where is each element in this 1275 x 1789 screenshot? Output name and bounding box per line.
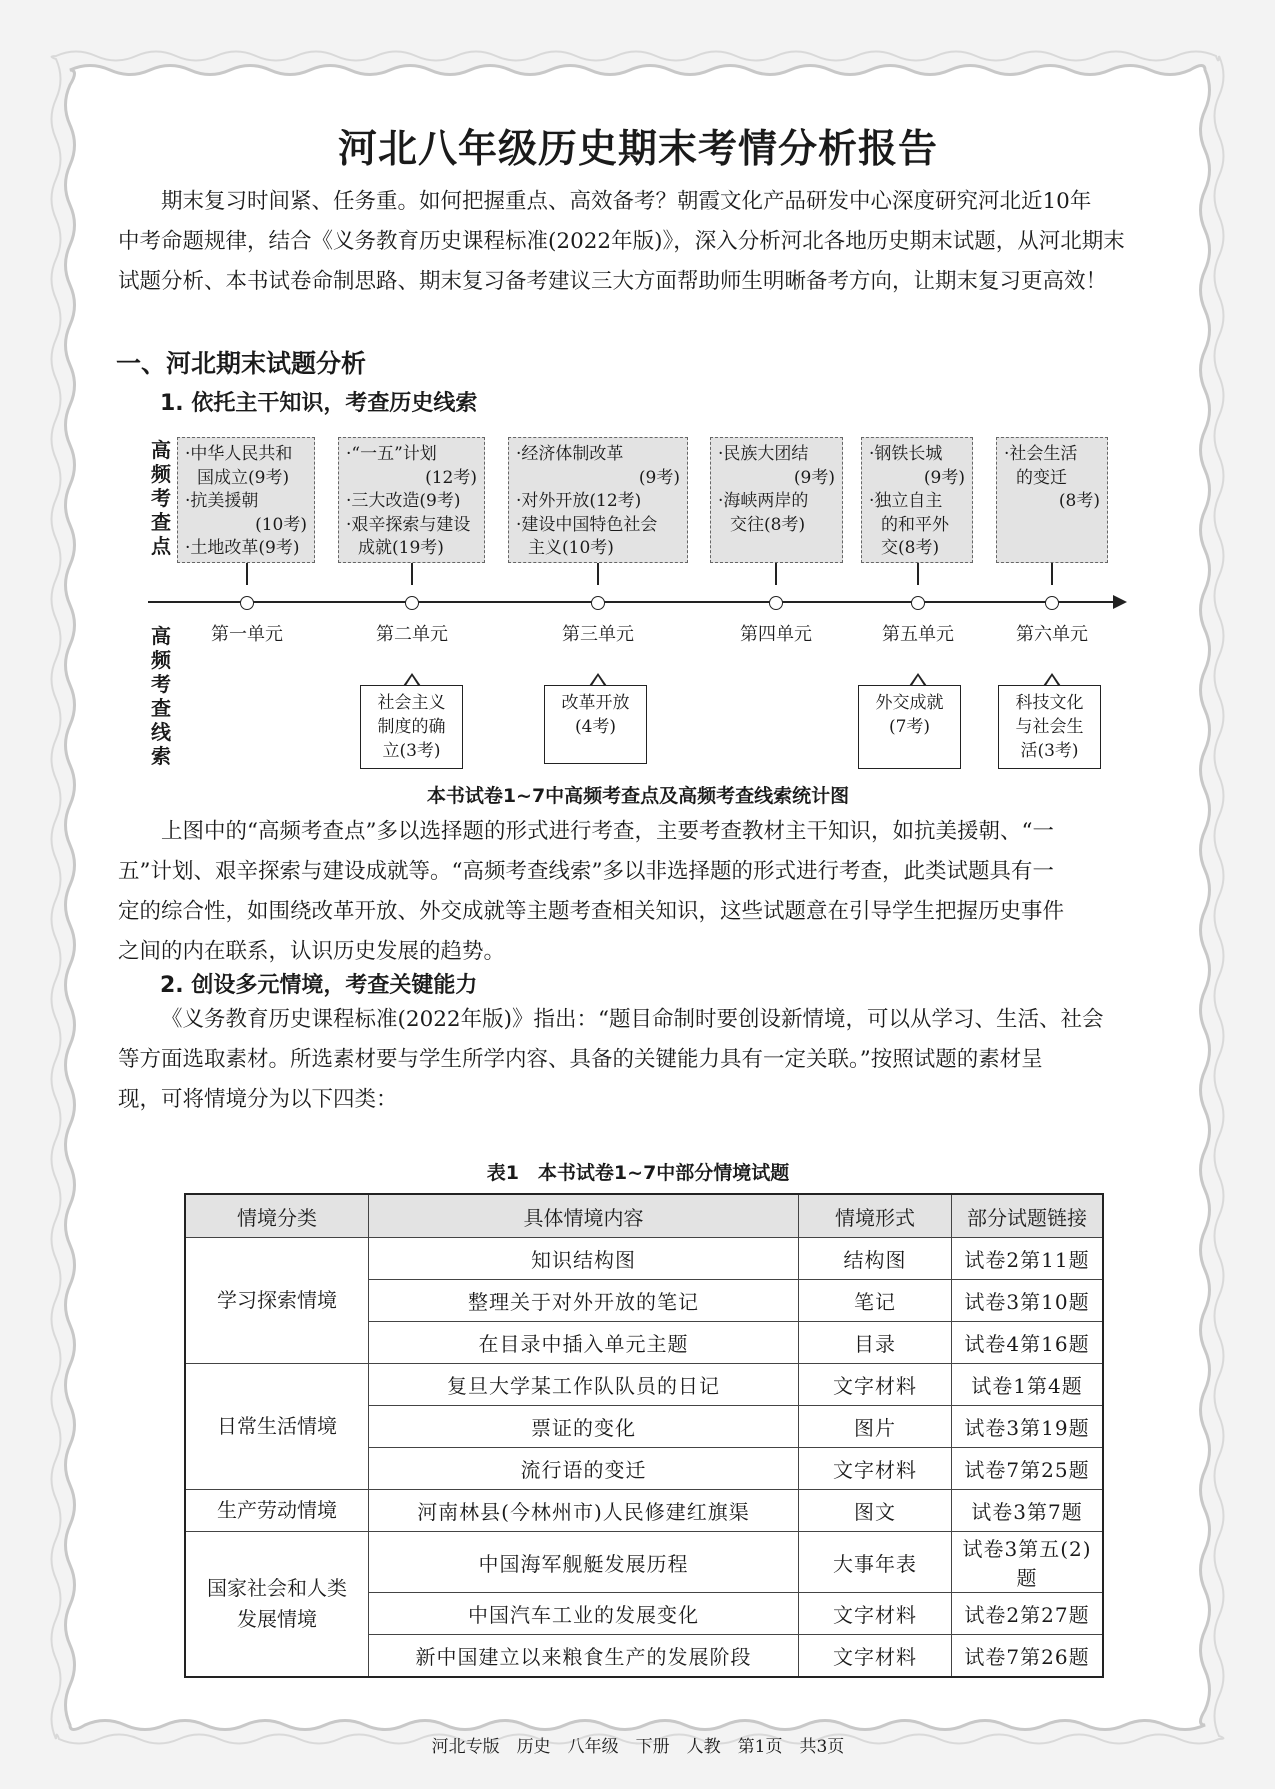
form-cell: 文字材料	[799, 1364, 952, 1406]
form-cell: 文字材料	[799, 1593, 952, 1635]
link-cell: 试卷4第16题	[952, 1322, 1104, 1364]
link-cell: 试卷1第4题	[952, 1364, 1104, 1406]
category-cell: 日常生活情境	[185, 1364, 369, 1490]
timeline-node	[1045, 596, 1059, 610]
unit-label: 第二单元	[376, 624, 448, 645]
diagram-label-top: 高 频 考 查 点	[151, 438, 171, 558]
paragraph-line: 之间的内在联系，认识历史发展的趋势。	[118, 939, 506, 964]
timeline-node	[911, 596, 925, 610]
standard-paragraph	[118, 1000, 1158, 1120]
key-point-box-unit-1: ·中华人民共和 国成立(9考) ·抗美援朝 (10考) ·土地改革(9考)	[177, 437, 315, 563]
paragraph-line: 等方面选取素材。所选素材要与学生所学内容、具备的关键能力具有一定关联。”按照试题的素材呈	[118, 1047, 1043, 1072]
theme-box-unit-3: 改革开放 (4考)	[544, 685, 647, 764]
subsection-heading: 1. 依托主干知识，考查历史线索	[160, 391, 478, 416]
timeline-node	[240, 596, 254, 610]
key-point-box-unit-6: ·社会生活 的变迁 (8考)	[996, 437, 1108, 563]
content-cell: 流行语的变迁	[369, 1448, 799, 1490]
diagram-label-bottom: 高 频 考 查 线 索	[151, 624, 171, 768]
form-cell: 笔记	[799, 1280, 952, 1322]
analysis-paragraph	[118, 812, 1158, 972]
link-cell: 试卷7第25题	[952, 1448, 1104, 1490]
table-row	[185, 1490, 1103, 1532]
intro-paragraph	[118, 182, 1158, 302]
connector-line	[1051, 563, 1053, 585]
connector-line	[917, 563, 919, 585]
link-cell: 试卷7第26题	[952, 1635, 1104, 1678]
paragraph-line: 定的综合性，如围绕改革开放、外交成就等主题考查相关知识，这些试题意在引导学生把握历史事件	[118, 899, 1065, 924]
connector-line	[246, 563, 248, 585]
timeline-diagram	[118, 428, 1158, 768]
connector-line	[597, 563, 599, 585]
diagram-caption: 本书试卷1~7中高频考查点及高频考查线索统计图	[426, 785, 850, 807]
link-cell: 试卷2第27题	[952, 1593, 1104, 1635]
category-cell	[185, 1532, 369, 1678]
timeline-node	[769, 596, 783, 610]
table-row	[185, 1364, 1103, 1406]
intro-line: 试题分析、本书试卷命制思路、期末复习备考建议三大方面帮助师生明晰备考方向，让期末复习更高效！	[118, 269, 1108, 294]
link-cell: 试卷3第五(2)题	[952, 1532, 1104, 1593]
key-point-box-unit-5: ·钢铁长城 (9考) ·独立自主 的和平外 交(8考)	[861, 437, 973, 563]
unit-label: 第六单元	[1016, 624, 1088, 645]
theme-box-unit-2: 社会主义 制度的确 立(3考)	[360, 685, 463, 769]
timeline-node	[591, 596, 605, 610]
table-row	[185, 1238, 1103, 1280]
timeline-node	[405, 596, 419, 610]
form-cell: 图片	[799, 1406, 952, 1448]
form-cell: 目录	[799, 1322, 952, 1364]
content-cell: 中国汽车工业的发展变化	[369, 1593, 799, 1635]
key-point-box-unit-2: ·“一五”计划 (12考) ·三大改造(9考) ·艰辛探索与建设 成就(19考)	[338, 437, 485, 563]
content-cell: 票证的变化	[369, 1406, 799, 1448]
content-cell: 中国海军舰艇发展历程	[369, 1532, 799, 1593]
content-cell: 复旦大学某工作队队员的日记	[369, 1364, 799, 1406]
content-cell: 河南林县(今林州市)人民修建红旗渠	[369, 1490, 799, 1532]
form-cell: 大事年表	[799, 1532, 952, 1593]
subsection-heading: 2. 创设多元情境，考查关键能力	[160, 973, 478, 998]
theme-box-unit-6: 科技文化 与社会生 活(3考)	[998, 685, 1101, 769]
context-table	[184, 1193, 1104, 1678]
content-cell: 整理关于对外开放的笔记	[369, 1280, 799, 1322]
table-header-row	[185, 1194, 1103, 1238]
content-cell: 新中国建立以来粮食生产的发展阶段	[369, 1635, 799, 1678]
theme-box-unit-5: 外交成就 (7考)	[858, 685, 961, 769]
connector-line	[775, 563, 777, 585]
unit-label: 第一单元	[211, 624, 283, 645]
column-header: 情境形式	[799, 1194, 952, 1238]
content-cell: 在目录中插入单元主题	[369, 1322, 799, 1364]
connector-line	[411, 563, 413, 585]
page	[118, 100, 1158, 1760]
category-cell: 学习探索情境	[185, 1238, 369, 1364]
link-cell: 试卷3第7题	[952, 1490, 1104, 1532]
content-cell: 知识结构图	[369, 1238, 799, 1280]
paragraph-line: 上图中的“高频考查点”多以选择题的形式进行考查，主要考查教材主干知识，如抗美援朝、“一	[161, 819, 1054, 844]
key-point-box-unit-3: ·经济体制改革 (9考) ·对外开放(12考) ·建设中国特色社会 主义(10考)	[508, 437, 688, 563]
table-row	[185, 1532, 1103, 1593]
form-cell: 文字材料	[799, 1448, 952, 1490]
category-line: 发展情境	[237, 1607, 317, 1631]
link-cell: 试卷2第11题	[952, 1238, 1104, 1280]
column-header: 部分试题链接	[952, 1194, 1104, 1238]
section-heading: 一、河北期末试题分析	[116, 349, 367, 378]
table-caption: 表1 本书试卷1~7中部分情境试题	[486, 1162, 790, 1184]
intro-line: 中考命题规律，结合《义务教育历史课程标准(2022年版)》，深入分析河北各地历史期末试题，从河北期末	[118, 229, 1125, 254]
paragraph-line: 《义务教育历史课程标准(2022年版)》指出：“题目命制时要创设新情境，可以从学习、生活、社会	[161, 1007, 1104, 1032]
paragraph-line: 现，可将情境分为以下四类：	[118, 1087, 398, 1112]
link-cell: 试卷3第10题	[952, 1280, 1104, 1322]
unit-label: 第三单元	[562, 624, 634, 645]
page-title: 河北八年级历史期末考情分析报告	[337, 127, 938, 172]
intro-line: 期末复习时间紧、任务重。如何把握重点、高效备考？朝霞文化产品研发中心深度研究河北近10年	[161, 189, 1092, 214]
category-cell: 生产劳动情境	[185, 1490, 369, 1532]
page-footer: 河北专版 历史 八年级 下册 人教 第1页 共3页	[431, 1737, 845, 1757]
unit-label: 第四单元	[740, 624, 812, 645]
timeline-arrow-icon	[1113, 595, 1127, 609]
form-cell: 图文	[799, 1490, 952, 1532]
paragraph-line: 五”计划、艰辛探索与建设成就等。“高频考查线索”多以非选择题的形式进行考查，此类试题具有一	[118, 859, 1054, 884]
link-cell: 试卷3第19题	[952, 1406, 1104, 1448]
column-header: 情境分类	[185, 1194, 369, 1238]
timeline-axis	[148, 601, 1118, 603]
column-header: 具体情境内容	[369, 1194, 799, 1238]
form-cell: 结构图	[799, 1238, 952, 1280]
key-point-box-unit-4: ·民族大团结 (9考) ·海峡两岸的 交往(8考)	[710, 437, 843, 563]
category-line: 国家社会和人类	[207, 1576, 347, 1600]
unit-label: 第五单元	[882, 624, 954, 645]
form-cell: 文字材料	[799, 1635, 952, 1678]
